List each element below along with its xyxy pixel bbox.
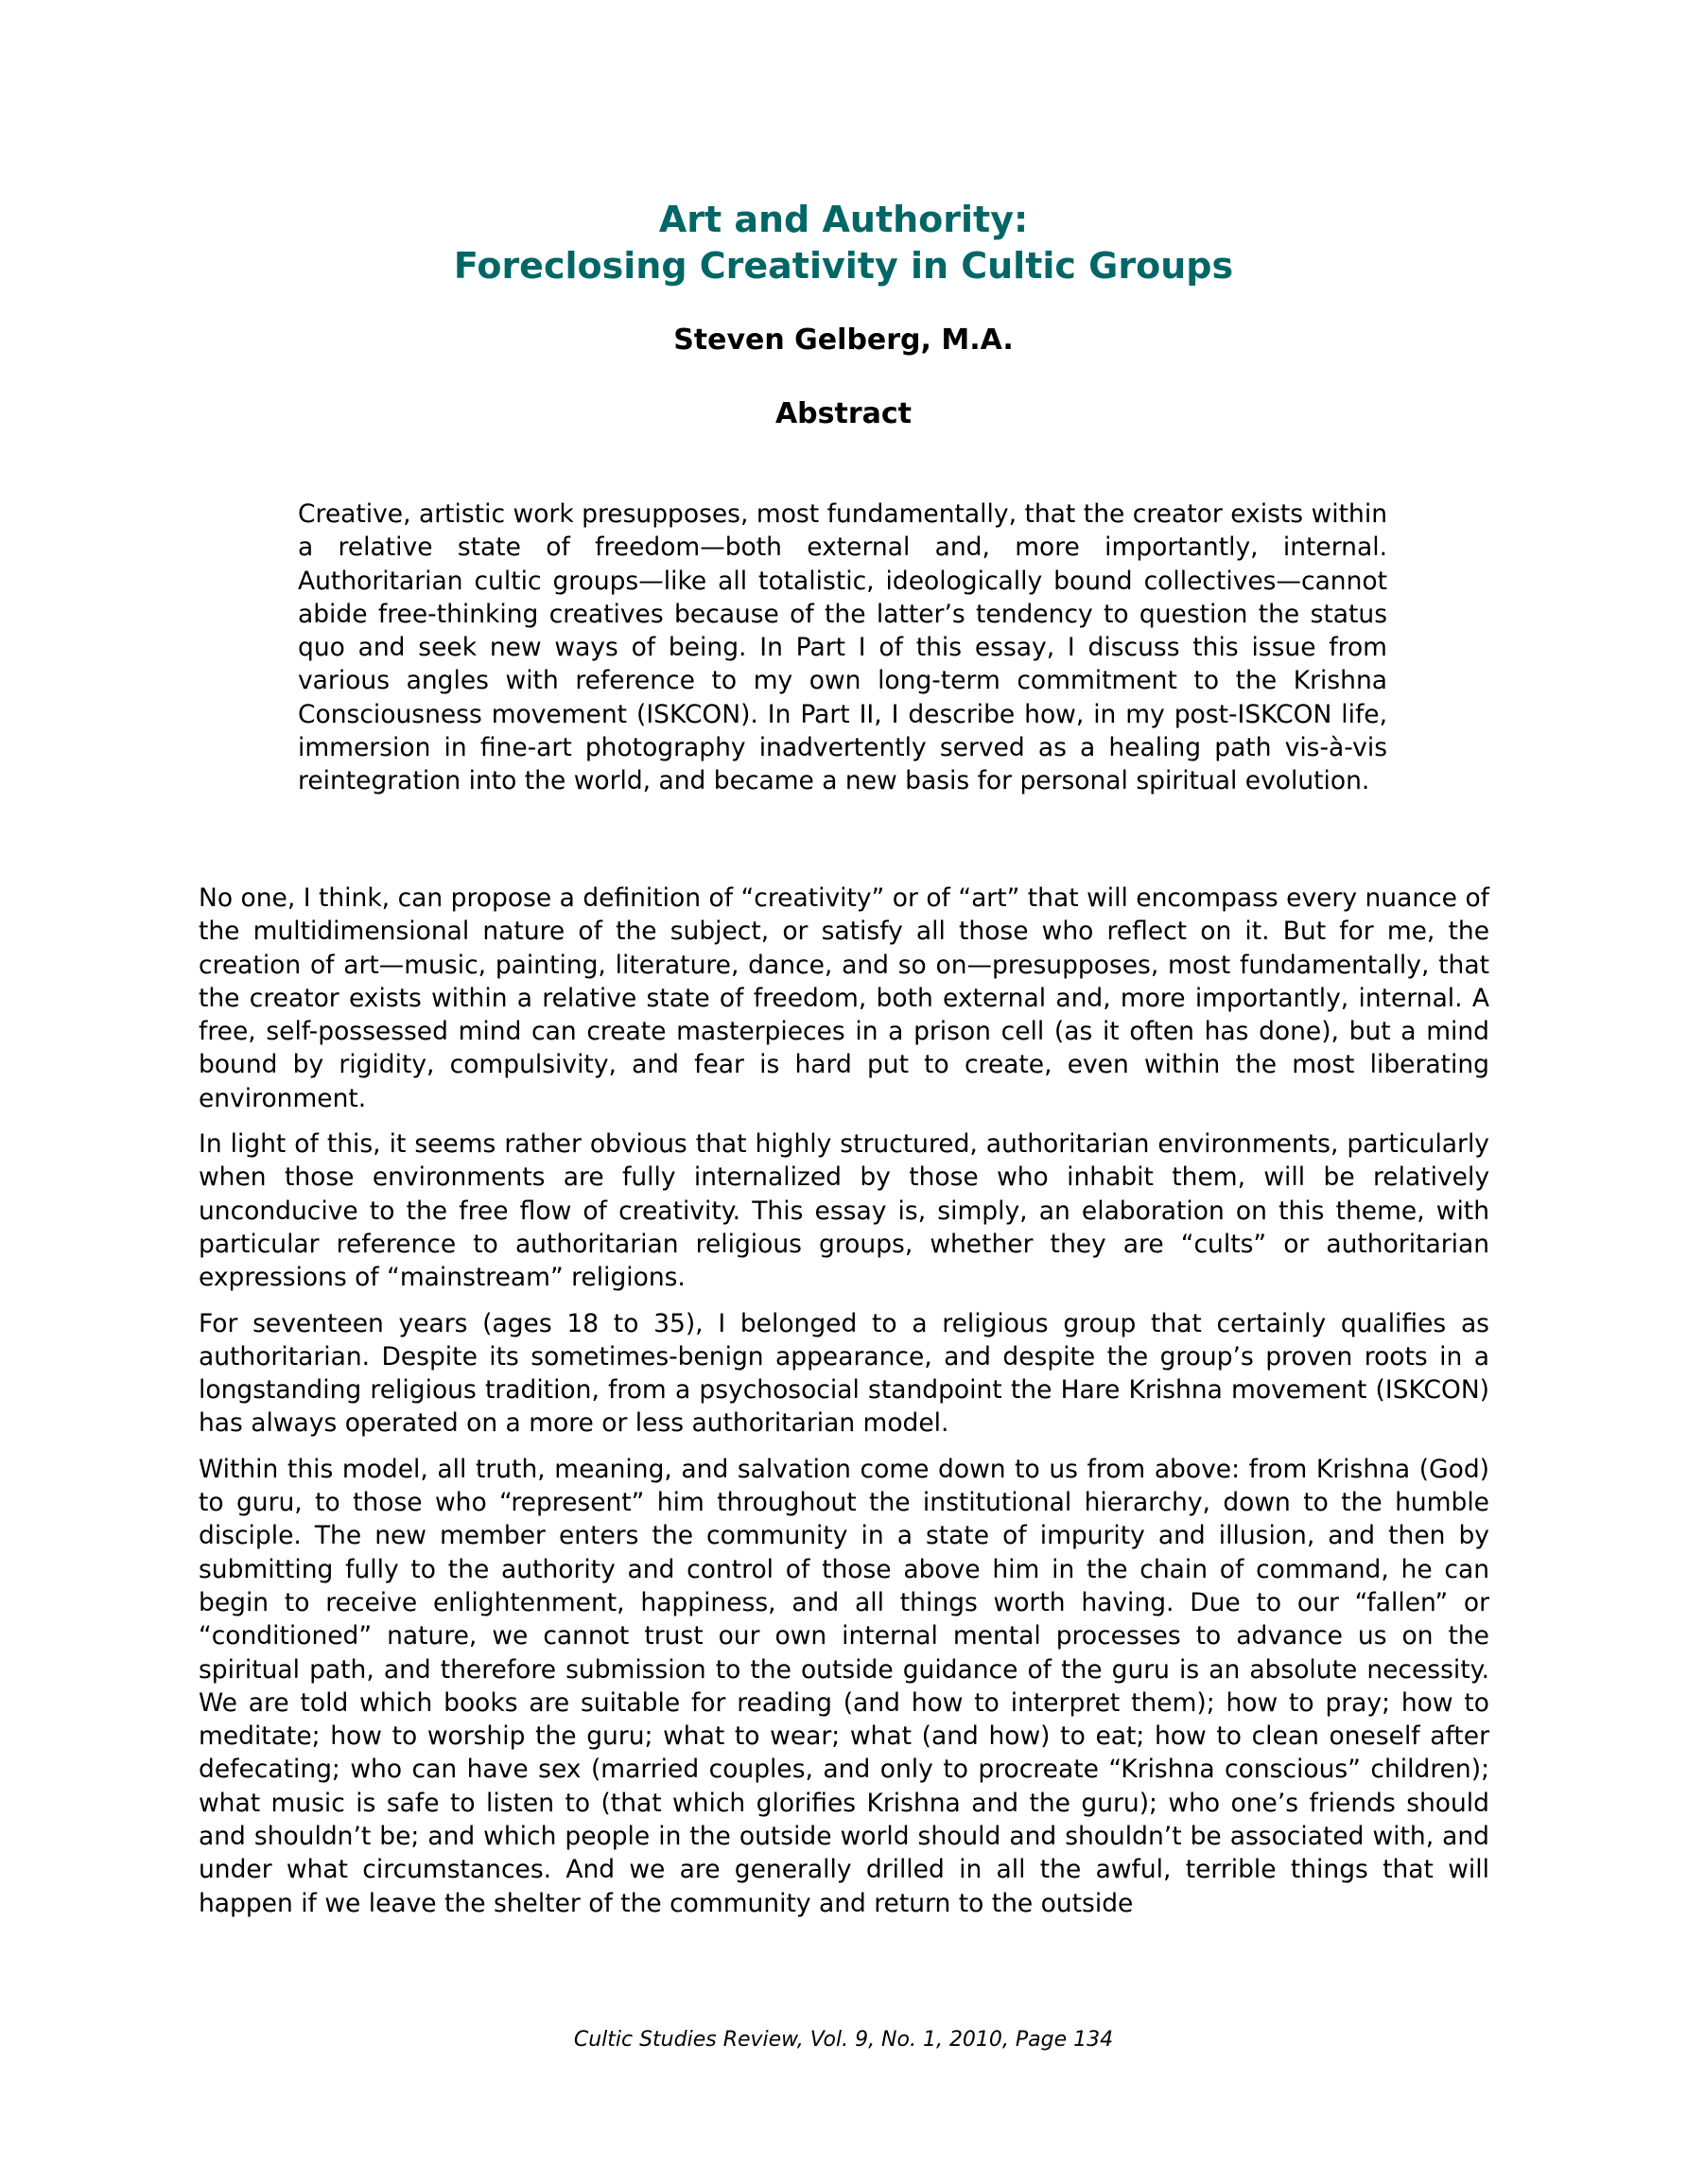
abstract-heading: Abstract bbox=[774, 397, 913, 430]
body-paragraph: Within this model, all truth, meaning, and salvation come down to us from above: from Krishna (God) to guru, to those who “represent” him throughout the institutional hierarchy, down to the humble disciple. The new member enters the community in a state of impurity and illusion, and then by submitting fully to the authority and control of those above him in the chain of command, he can begin to receive enlightenment, happiness, and all things worth having. Due to our “fallen” or “conditioned” nature, we cannot trust our own internal mental processes to advance us on the spiritual path, and therefore submission to the outside guidance of the guru is an absolute necessity. We are told which books are suitable for reading (and how to interpret them); how to pray; how to meditate; how to worship the guru; what to wear; what (and how) to eat; how to clean oneself after defecating; who can have sex (married couples, and only to procreate “Krishna conscious” children); what music is safe to listen to (that which glorifies Krishna and the guru); who one’s friends should and shouldn’t be; and which people in the outside world should and shouldn’t be associated with, and under what circumstances. And we are generally drilled in all the awful, terrible things that will happen if we leave the shelter of the community and return to the outside bbox=[199, 1454, 1489, 1918]
title-line-1: Art and Authority: bbox=[658, 199, 1029, 240]
abstract-text: Creative, artistic work presupposes, most fundamentally, that the creator exists within a relative state of freedom—both external and, more importantly, internal. Authoritarian cultic groups—like all totalistic, ideologically bound collectives—cannot abide free-thinking creatives because of the latter’s tendency to question the status quo and seek new ways of being. In Part I of this essay, I discuss this issue from various angles with reference to my own long-term commitment to the Krishna Consciousness movement (ISKCON). In Part II, I describe how, in my post-ISKCON life, immersion in fine-art photography inadvertently served as a healing path vis-à-vis reintegration into the world, and became a new basis for personal spiritual evolution. bbox=[298, 499, 1387, 796]
body-paragraph: In light of this, it seems rather obvious that highly structured, authoritarian environments, particularly when those environments are fully internalized by those who inhabit them, will be relatively unconducive to the free flow of creativity. This essay is, simply, an elaboration on this theme, with particular reference to authoritarian religious groups, whether they are “cults” or authoritarian expressions of “mainstream” religions. bbox=[199, 1129, 1489, 1293]
body-paragraph: For seventeen years (ages 18 to 35), I belonged to a religious group that certainly qualifies as authoritarian. Despite its sometimes-benign appearance, and despite the group’s proven roots in a longstanding religious tradition, from a psychosocial standpoint the Hare Krishna movement (ISKCON) has always operated on a more or less authoritarian model. bbox=[199, 1308, 1489, 1439]
page-footer-citation: Cultic Studies Review, Vol. 9, No. 1, 2010, Page 134 bbox=[573, 2028, 1114, 2052]
article-title bbox=[0, 197, 1687, 289]
title-line-2: Foreclosing Creativity in Cultic Groups bbox=[453, 245, 1234, 287]
author-name: Steven Gelberg, M.A. bbox=[673, 323, 1014, 357]
article-body bbox=[199, 882, 1489, 1932]
body-paragraph: No one, I think, can propose a definition of “creativity” or of “art” that will encompass every nuance of the multidimensional nature of the subject, or satisfy all those who reflect on it. But for me, the creation of art—music, painting, literature, dance, and so on—presupposes, most fundamentally, that the creator exists within a relative state of freedom, both external and, more importantly, internal. A free, self-possessed mind can create masterpieces in a prison cell (as it often has done), but a mind bound by rigidity, compulsivity, and fear is hard put to create, even within the most liberating environment. bbox=[199, 883, 1489, 1113]
